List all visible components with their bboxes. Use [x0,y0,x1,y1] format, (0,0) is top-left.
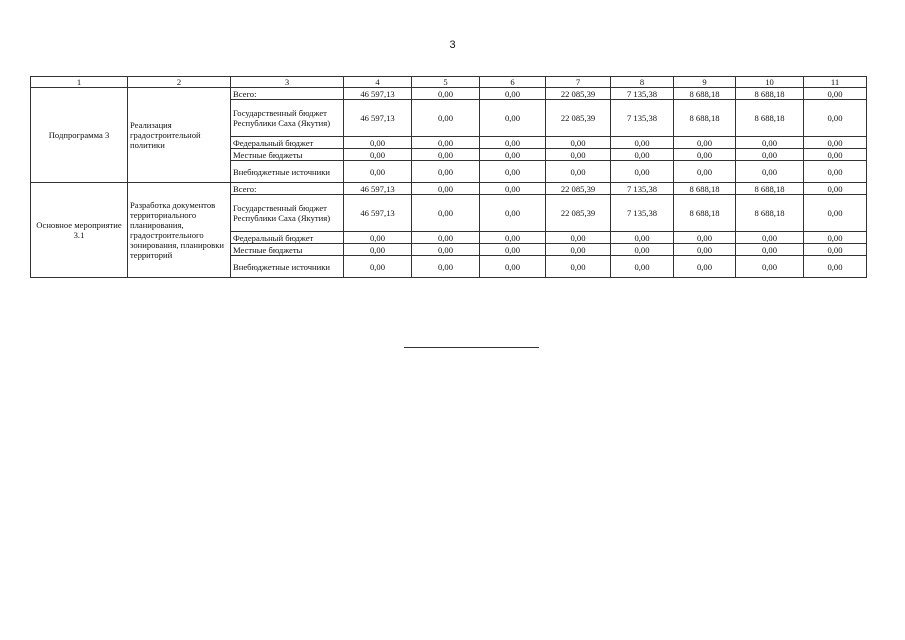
column-header: 1 [31,77,128,88]
value-cell: 0,00 [611,232,674,244]
column-header: 4 [344,77,412,88]
value-cell: 8 688,18 [674,195,736,232]
column-header: 10 [736,77,804,88]
value-cell: 0,00 [480,244,546,256]
value-cell: 0,00 [804,88,867,100]
value-cell: 0,00 [736,137,804,149]
value-cell: 0,00 [480,88,546,100]
value-cell: 0,00 [804,256,867,278]
program-description: Реализация градостроительной политики [128,88,231,183]
value-cell: 0,00 [804,161,867,183]
value-cell: 0,00 [546,256,611,278]
value-cell: 0,00 [674,149,736,161]
value-cell: 7 135,38 [611,183,674,195]
funding-source: Государственный бюджет Республики Саха (Якутия) [231,195,344,232]
value-cell: 0,00 [344,256,412,278]
value-cell: 22 085,39 [546,100,611,137]
value-cell: 0,00 [412,137,480,149]
value-cell: 8 688,18 [736,88,804,100]
value-cell: 0,00 [674,244,736,256]
column-header: 6 [480,77,546,88]
value-cell: 0,00 [611,137,674,149]
program-description: Разработка документов территориального планирования, градостроительного зонирования, планировки территорий [128,183,231,278]
program-name: Подпрограмма 3 [31,88,128,183]
value-cell: 0,00 [546,232,611,244]
value-cell: 0,00 [480,161,546,183]
value-cell: 0,00 [480,149,546,161]
budget-table [30,76,867,278]
value-cell: 0,00 [412,195,480,232]
value-cell: 0,00 [736,161,804,183]
program-name: Основное мероприятие 3.1 [31,183,128,278]
value-cell: 0,00 [674,161,736,183]
funding-source: Государственный бюджет Республики Саха (Якутия) [231,100,344,137]
value-cell: 7 135,38 [611,88,674,100]
value-cell: 0,00 [412,149,480,161]
column-header: 3 [231,77,344,88]
value-cell: 0,00 [412,232,480,244]
value-cell: 0,00 [611,161,674,183]
value-cell: 8 688,18 [736,100,804,137]
value-cell: 0,00 [480,183,546,195]
funding-source: Федеральный бюджет [231,232,344,244]
value-cell: 0,00 [412,161,480,183]
value-cell: 0,00 [480,100,546,137]
table-row [31,183,867,195]
value-cell: 0,00 [480,256,546,278]
column-header: 2 [128,77,231,88]
value-cell: 0,00 [674,232,736,244]
value-cell: 0,00 [344,232,412,244]
funding-source: Федеральный бюджет [231,137,344,149]
value-cell: 0,00 [736,149,804,161]
value-cell: 46 597,13 [344,100,412,137]
value-cell: 0,00 [546,161,611,183]
funding-source: Местные бюджеты [231,149,344,161]
value-cell: 0,00 [480,195,546,232]
table-row [31,88,867,100]
funding-source: Всего: [231,88,344,100]
value-cell: 8 688,18 [674,100,736,137]
value-cell: 0,00 [344,161,412,183]
funding-source: Внебюджетные источники [231,256,344,278]
value-cell: 0,00 [546,137,611,149]
funding-source: Всего: [231,183,344,195]
value-cell: 0,00 [736,244,804,256]
value-cell: 0,00 [804,232,867,244]
value-cell: 46 597,13 [344,88,412,100]
value-cell: 7 135,38 [611,195,674,232]
value-cell: 0,00 [412,183,480,195]
value-cell: 0,00 [674,137,736,149]
value-cell: 8 688,18 [736,195,804,232]
column-header: 7 [546,77,611,88]
value-cell: 46 597,13 [344,195,412,232]
value-cell: 0,00 [674,256,736,278]
value-cell: 0,00 [480,232,546,244]
value-cell: 0,00 [804,244,867,256]
value-cell: 0,00 [546,244,611,256]
column-header: 9 [674,77,736,88]
value-cell: 0,00 [412,100,480,137]
value-cell: 8 688,18 [674,183,736,195]
value-cell: 0,00 [736,256,804,278]
value-cell: 0,00 [736,232,804,244]
value-cell: 8 688,18 [736,183,804,195]
column-header: 5 [412,77,480,88]
value-cell: 0,00 [611,256,674,278]
value-cell: 0,00 [344,137,412,149]
value-cell: 0,00 [804,100,867,137]
value-cell: 0,00 [804,149,867,161]
value-cell: 0,00 [611,149,674,161]
value-cell: 0,00 [611,244,674,256]
footer-divider [404,347,539,348]
value-cell: 0,00 [412,244,480,256]
value-cell: 0,00 [804,137,867,149]
value-cell: 0,00 [412,256,480,278]
value-cell: 7 135,38 [611,100,674,137]
column-header: 8 [611,77,674,88]
funding-source: Местные бюджеты [231,244,344,256]
value-cell: 22 085,39 [546,183,611,195]
value-cell: 0,00 [412,88,480,100]
funding-source: Внебюджетные источники [231,161,344,183]
value-cell: 0,00 [344,149,412,161]
value-cell: 0,00 [344,244,412,256]
table-header-row [31,77,867,88]
page-number: 3 [449,39,456,51]
value-cell: 8 688,18 [674,88,736,100]
value-cell: 0,00 [480,137,546,149]
value-cell: 46 597,13 [344,183,412,195]
value-cell: 0,00 [546,149,611,161]
column-header: 11 [804,77,867,88]
value-cell: 22 085,39 [546,195,611,232]
value-cell: 0,00 [804,183,867,195]
value-cell: 0,00 [804,195,867,232]
value-cell: 22 085,39 [546,88,611,100]
